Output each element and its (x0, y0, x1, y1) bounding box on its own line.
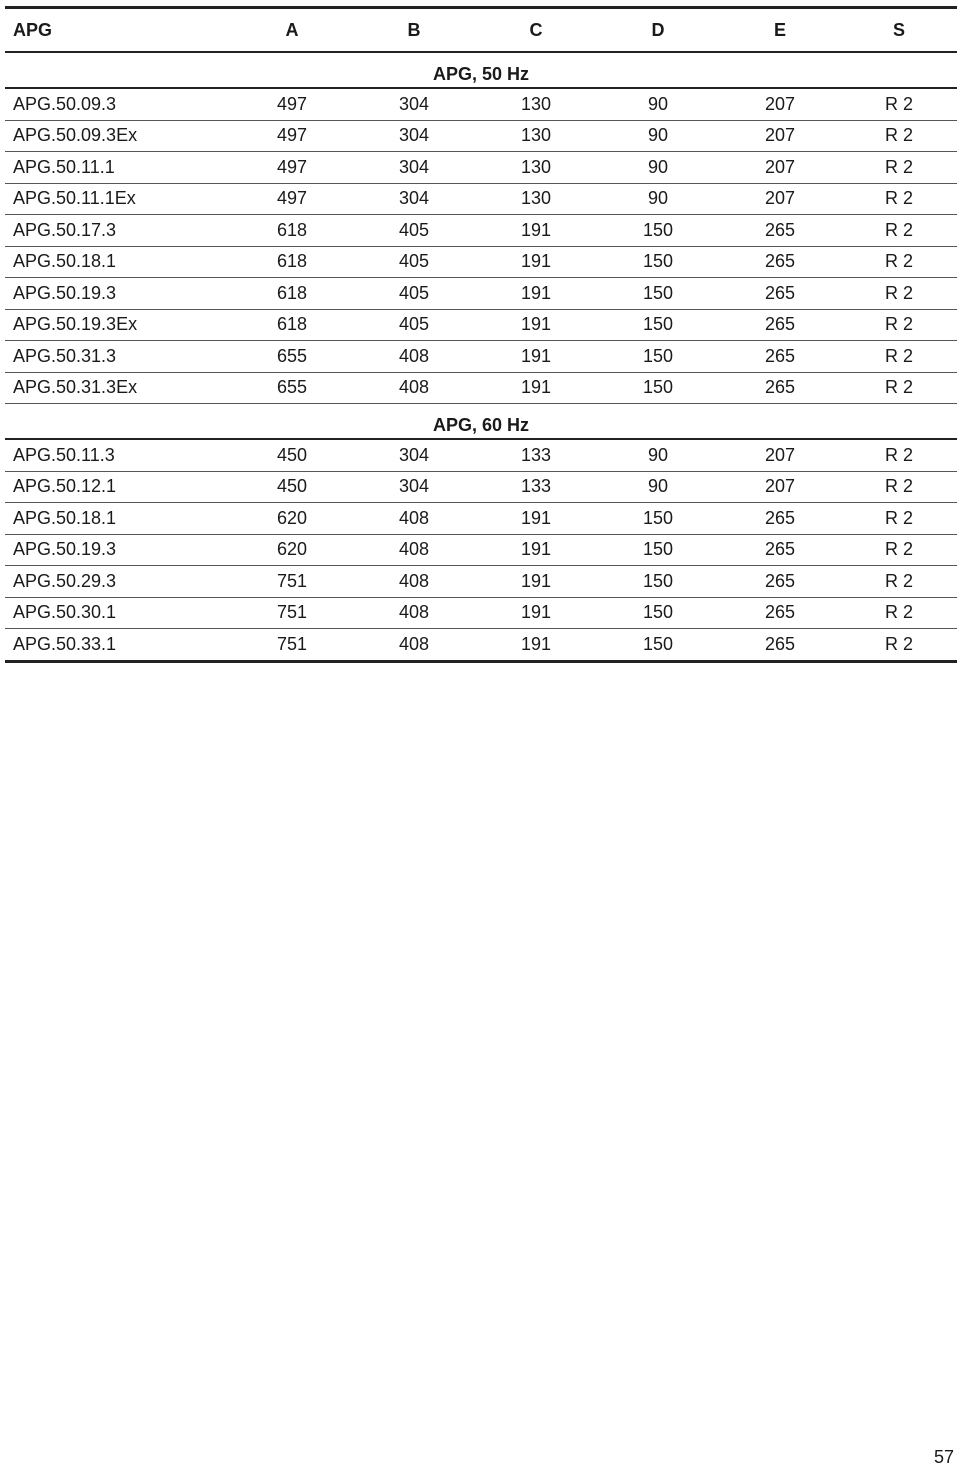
column-header-e: E (773, 19, 786, 40)
cell-d: 90 (647, 93, 669, 114)
cell-a: 497 (276, 125, 308, 146)
cell-a: 620 (276, 507, 308, 528)
cell-s: R 2 (884, 570, 913, 591)
cell-e: 265 (764, 602, 796, 623)
cell-s: R 2 (884, 507, 913, 528)
cell-e: 265 (764, 539, 796, 560)
cell-b: 405 (398, 251, 430, 272)
cell-d: 90 (647, 125, 669, 146)
cell-b: 304 (398, 125, 430, 146)
cell-b: 408 (398, 570, 430, 591)
cell-a: 751 (276, 602, 308, 623)
cell-e: 265 (764, 633, 796, 654)
cell-d: 90 (647, 444, 669, 465)
table-row (5, 373, 957, 405)
cell-model: APG.50.11.3 (13, 444, 115, 465)
cell-model: APG.50.19.3 (13, 282, 117, 303)
table-row (5, 310, 957, 342)
cell-b: 408 (398, 345, 430, 366)
cell-c: 191 (520, 314, 552, 335)
cell-d: 150 (642, 219, 674, 240)
table-row (5, 121, 957, 153)
cell-s: R 2 (884, 251, 913, 272)
cell-e: 207 (764, 93, 796, 114)
cell-b: 304 (398, 156, 430, 177)
cell-c: 133 (520, 476, 552, 497)
cell-d: 150 (642, 570, 674, 591)
cell-d: 90 (647, 188, 669, 209)
cell-a: 655 (276, 345, 308, 366)
cell-s: R 2 (884, 125, 913, 146)
table-row (5, 341, 957, 373)
column-header-c: C (529, 19, 543, 40)
table-row (5, 89, 957, 121)
cell-a: 618 (276, 251, 308, 272)
cell-d: 150 (642, 377, 674, 398)
cell-s: R 2 (884, 444, 913, 465)
cell-d: 90 (647, 156, 669, 177)
cell-b: 405 (398, 219, 430, 240)
cell-e: 265 (764, 377, 796, 398)
column-header-apg: APG (13, 19, 53, 40)
cell-b: 304 (398, 93, 430, 114)
cell-model: APG.50.18.1 (13, 507, 117, 528)
cell-c: 191 (520, 219, 552, 240)
cell-a: 751 (276, 570, 308, 591)
cell-model: APG.50.11.1Ex (13, 188, 136, 209)
cell-d: 150 (642, 539, 674, 560)
cell-c: 130 (520, 125, 552, 146)
table-row (5, 184, 957, 216)
cell-s: R 2 (884, 314, 913, 335)
table-row (5, 278, 957, 310)
cell-a: 497 (276, 156, 308, 177)
cell-e: 265 (764, 570, 796, 591)
table-row (5, 440, 957, 472)
cell-model: APG.50.19.3 (13, 539, 117, 560)
page-number: 57 (933, 1447, 954, 1467)
cell-b: 405 (398, 282, 430, 303)
table-row (5, 152, 957, 184)
cell-c: 133 (520, 444, 552, 465)
cell-d: 150 (642, 345, 674, 366)
cell-a: 618 (276, 282, 308, 303)
table-row (5, 598, 957, 630)
cell-s: R 2 (884, 633, 913, 654)
cell-model: APG.50.19.3Ex (13, 314, 138, 335)
cell-model: APG.50.31.3Ex (13, 377, 138, 398)
cell-d: 150 (642, 282, 674, 303)
cell-d: 150 (642, 602, 674, 623)
cell-c: 130 (520, 93, 552, 114)
cell-b: 408 (398, 539, 430, 560)
cell-model: APG.50.09.3 (13, 93, 117, 114)
cell-e: 207 (764, 188, 796, 209)
cell-e: 207 (764, 125, 796, 146)
cell-model: APG.50.31.3 (13, 345, 117, 366)
cell-model: APG.50.09.3Ex (13, 125, 138, 146)
cell-b: 408 (398, 633, 430, 654)
cell-s: R 2 (884, 93, 913, 114)
cell-d: 90 (647, 476, 669, 497)
column-header-a: A (285, 19, 299, 40)
table-row (5, 535, 957, 567)
cell-d: 150 (642, 314, 674, 335)
cell-b: 408 (398, 507, 430, 528)
cell-e: 265 (764, 314, 796, 335)
column-header-b: B (407, 19, 421, 40)
cell-e: 265 (764, 219, 796, 240)
table-row (5, 566, 957, 598)
cell-a: 497 (276, 93, 308, 114)
cell-s: R 2 (884, 539, 913, 560)
cell-e: 207 (764, 476, 796, 497)
cell-a: 620 (276, 539, 308, 560)
cell-model: APG.50.30.1 (13, 602, 117, 623)
cell-c: 191 (520, 345, 552, 366)
section-heading: APG, 60 Hz (5, 404, 957, 440)
cell-b: 304 (398, 444, 430, 465)
cell-e: 207 (764, 444, 796, 465)
cell-b: 408 (398, 602, 430, 623)
table-row (5, 247, 957, 279)
cell-a: 751 (276, 633, 308, 654)
cell-a: 655 (276, 377, 308, 398)
cell-c: 191 (520, 507, 552, 528)
dimensions-table (5, 6, 957, 663)
column-header-s: S (892, 19, 905, 40)
cell-model: APG.50.33.1 (13, 633, 117, 654)
cell-s: R 2 (884, 345, 913, 366)
table-row (5, 629, 957, 663)
cell-s: R 2 (884, 602, 913, 623)
cell-s: R 2 (884, 476, 913, 497)
section-heading: APG, 50 Hz (5, 53, 957, 89)
cell-a: 450 (276, 444, 308, 465)
cell-s: R 2 (884, 377, 913, 398)
cell-c: 191 (520, 251, 552, 272)
cell-e: 265 (764, 345, 796, 366)
cell-model: APG.50.18.1 (13, 251, 117, 272)
table-row (5, 472, 957, 504)
table-body (5, 53, 957, 663)
cell-model: APG.50.11.1 (13, 156, 115, 177)
cell-b: 304 (398, 476, 430, 497)
cell-model: APG.50.12.1 (13, 476, 117, 497)
cell-s: R 2 (884, 282, 913, 303)
table-row (5, 215, 957, 247)
cell-c: 191 (520, 570, 552, 591)
cell-c: 191 (520, 282, 552, 303)
cell-e: 207 (764, 156, 796, 177)
cell-c: 191 (520, 633, 552, 654)
cell-d: 150 (642, 633, 674, 654)
cell-e: 265 (764, 282, 796, 303)
column-header-d: D (651, 19, 665, 40)
cell-c: 191 (520, 377, 552, 398)
cell-b: 405 (398, 314, 430, 335)
cell-b: 408 (398, 377, 430, 398)
cell-s: R 2 (884, 156, 913, 177)
cell-model: APG.50.29.3 (13, 570, 117, 591)
cell-c: 130 (520, 188, 552, 209)
cell-c: 191 (520, 539, 552, 560)
cell-d: 150 (642, 251, 674, 272)
cell-a: 618 (276, 314, 308, 335)
cell-a: 450 (276, 476, 308, 497)
cell-a: 497 (276, 188, 308, 209)
cell-model: APG.50.17.3 (13, 219, 117, 240)
cell-s: R 2 (884, 219, 913, 240)
cell-c: 130 (520, 156, 552, 177)
cell-s: R 2 (884, 188, 913, 209)
cell-b: 304 (398, 188, 430, 209)
cell-e: 265 (764, 507, 796, 528)
cell-a: 618 (276, 219, 308, 240)
table-header (5, 6, 957, 53)
cell-e: 265 (764, 251, 796, 272)
cell-d: 150 (642, 507, 674, 528)
cell-c: 191 (520, 602, 552, 623)
table-row (5, 503, 957, 535)
